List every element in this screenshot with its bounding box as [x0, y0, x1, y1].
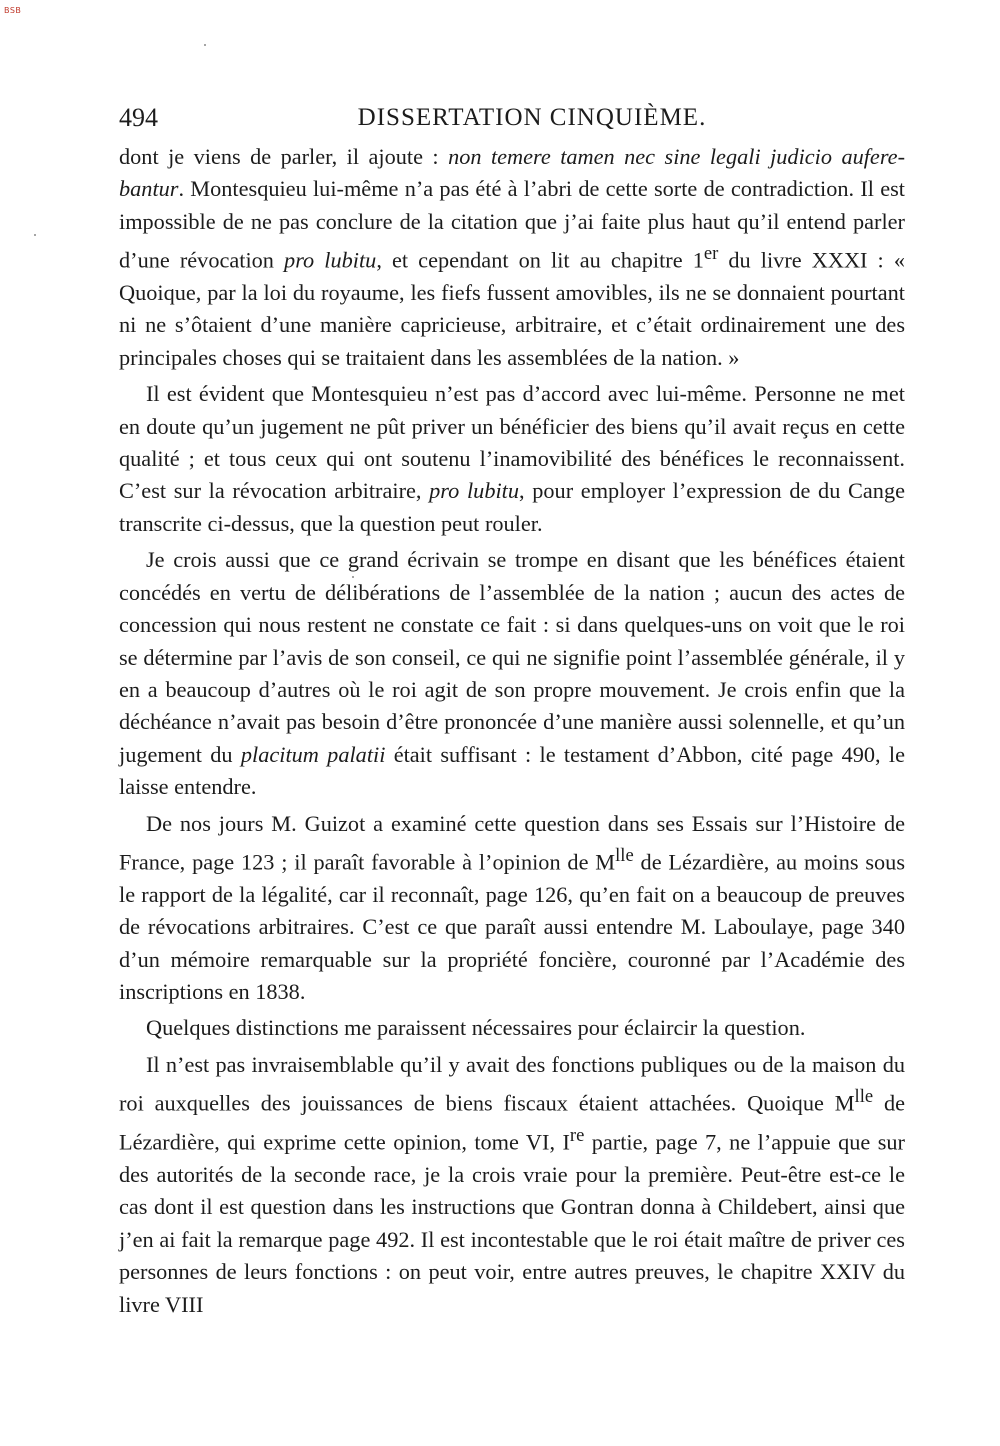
text-run: Il est évident que Montesquieu n’est pas d’accord avec lui-même. Personne ne met en doute qu’un jugement ne pût priver un bénéficier des biens qu’il avait reçus en cette qualité ; et tous ceux qui ont soutenu l’inamovibilité des bénéfices le reconnaissent. C’est sur la révocation arbitraire,	[119, 381, 905, 504]
paragraph	[119, 808, 905, 1009]
italic-phrase: pro lubitu	[429, 478, 520, 504]
italic-phrase: pro lubitu	[284, 247, 377, 273]
text-run: Je crois aussi que ce grand écrivain se trompe en disant que les bénéfices étaient concédés en vertu de délibérations de l’assemblée de la nation ; aucun des actes de concession qui nous restent ne constate ce fait : si dans quelques-uns on voit que le roi se détermine par l’avis de son conseil, ce qui ne signifie point l’assemblée générale, il y en a beaucoup d’autres où le roi agit de son propre mouvement. Je crois enfin que la déchéance n’avait pas besoin d’être prononcée d’une manière aussi solennelle, et qu’un jugement du	[119, 547, 905, 767]
running-title: DISSERTATION CINQUIÈME.	[357, 104, 707, 131]
text-run: Il n’est pas invraisemblable qu’il y avait des fonctions publiques ou de la maison du roi auxquelles des jouissances de biens fiscaux étaient attachées. Quoique M	[119, 1051, 905, 1116]
paragraph	[119, 1049, 905, 1321]
body-text	[119, 141, 905, 1325]
text-run: Quelques distinctions me paraissent nécessaires pour éclaircir la question.	[146, 1015, 806, 1041]
text-run: , pour employer l’expression de du Cange transcrite ci-dessus, que la question peut rouler.	[119, 478, 905, 536]
text-run: . Montesquieu lui-même n’a pas été à l’abri de cette sorte de contradiction. Il est impossible de ne pas conclure de la citation que j’ai faite plus haut qu’il entend parler d’une révocation	[119, 176, 905, 273]
text-run: de Lézardière, qui exprime cette opinion, tome VI, I	[119, 1090, 905, 1155]
italic-phrase: non temere tamen nec sine legali judicio aufere-bantur	[119, 144, 905, 202]
page-number: 494	[119, 103, 158, 132]
text-run: De nos jours M. Guizot a examiné cette question dans ses Essais sur l’Histoire de France, page 123 ; il paraît favorable à l’opinion de M	[119, 810, 905, 875]
text-run: dont je viens de parler, il ajoute :	[119, 144, 449, 169]
text-run: de Lézardière, au moins sous le rapport de la légalité, car il reconnaît, page 126, qu’en fait on a beaucoup de preuves de révocations arbitraires. C’est ce que paraît aussi entendre M. Laboulaye, page 340 d’un mémoire remarquable sur la propriété foncière, couronné par l’Académie des inscriptions en 1838.	[119, 849, 905, 1004]
text-run: , et cependant on lit au chapitre 1	[376, 247, 704, 273]
paragraph	[119, 378, 905, 540]
page-header	[119, 98, 905, 138]
library-watermark: BSB	[4, 6, 22, 15]
superscript: lle	[615, 844, 634, 866]
superscript: lle	[854, 1086, 874, 1108]
paragraph	[119, 544, 905, 803]
text-run: partie, page 7, ne l’appuie que sur des autorités de la seconde race, je la crois vraie pour la première. Peut-être est-ce le cas dont il est question dans les instructions que Gontran donna à Childebert, ainsi que j’en ai fait la remarque page 492. Il est incontestable que le roi était maître de priver ces personnes de leurs fonctions : on peut voir, entre autres preuves, le chapitre XXIV du livre VIII	[119, 1129, 905, 1317]
paragraph	[119, 141, 905, 374]
superscript: re	[569, 1125, 585, 1147]
scan-speck	[34, 234, 36, 236]
text-run: était suffisant : le testament d’Abbon, cité page 490, le laisse entendre.	[119, 741, 906, 800]
paragraph	[119, 1012, 905, 1044]
scan-speck	[204, 44, 206, 46]
superscript: er	[703, 243, 719, 265]
text-run: du livre XXXI : « Quoique, par la loi du royaume, les fiefs fussent amovibles, ils ne se donnaient pourtant ni ne s’ôtaient d’une manière capricieuse, arbitraire, et c’était ordinairement une des principales choses qui se traitaient dans les assemblées de la nation. »	[119, 247, 905, 370]
italic-phrase: placitum palatii	[240, 741, 386, 767]
